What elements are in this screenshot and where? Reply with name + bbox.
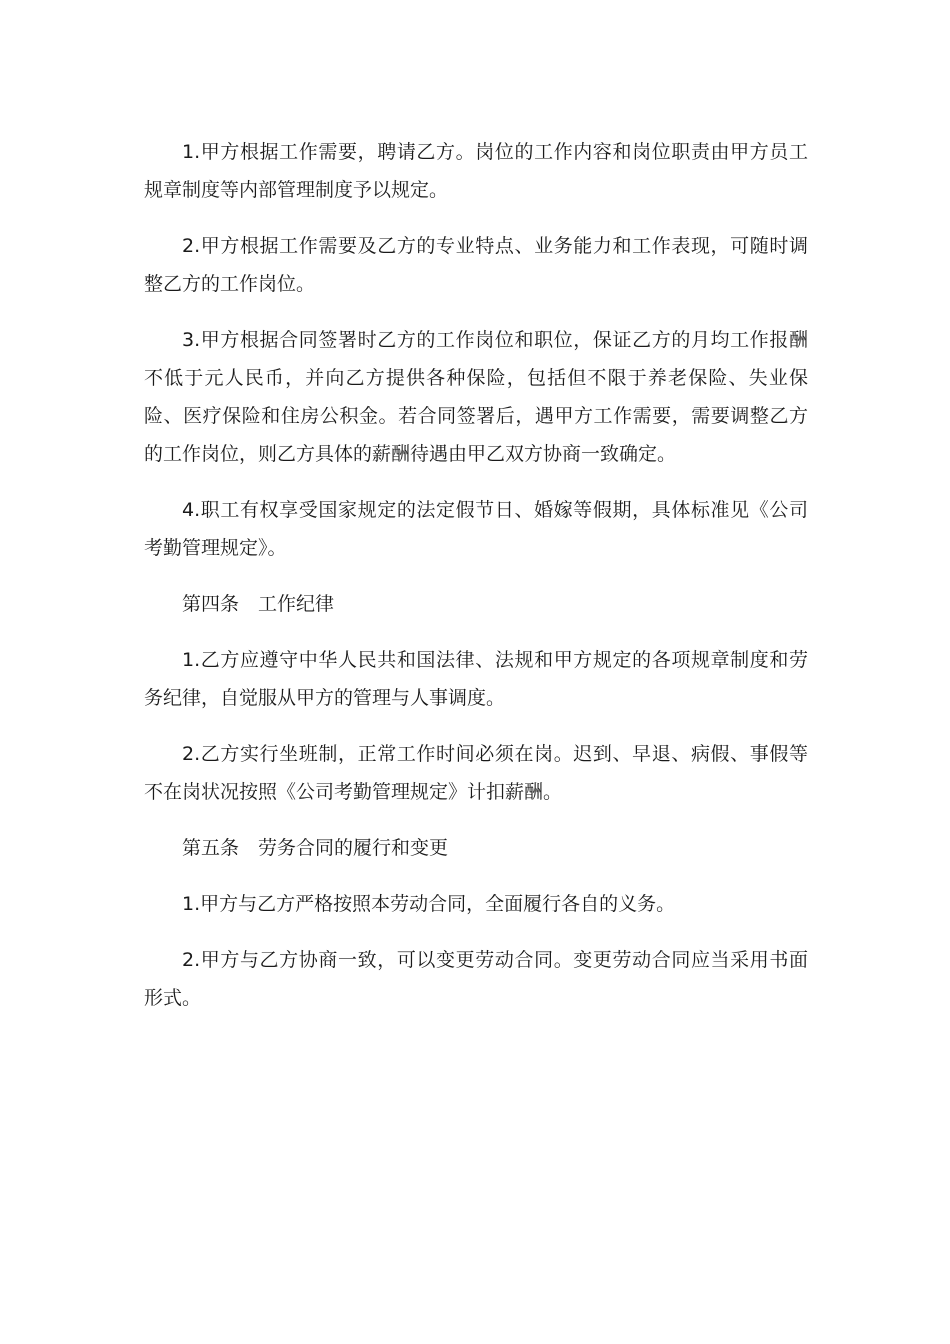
clause-paragraph: 1.乙方应遵守中华人民共和国法律、法规和甲方规定的各项规章制度和劳务纪律，自觉服从甲方的管理与人事调度。: [144, 649, 808, 709]
clause-paragraph: 3.甲方根据合同签署时乙方的工作岗位和职位，保证乙方的月均工作报酬不低于元人民币，并向乙方提供各种保险，包括但不限于养老保险、失业保险、医疗保险和住房公积金。若合同签署后，遇甲方工作需要，需要调整乙方的工作岗位，则乙方具体的薪酬待遇由甲乙双方协商一致确定。: [144, 329, 808, 465]
clause-paragraph: 2.甲方与乙方协商一致，可以变更劳动合同。变更劳动合同应当采用书面形式。: [144, 949, 808, 1009]
article-heading: 第五条 劳务合同的履行和变更: [182, 837, 449, 859]
clause-paragraph: 4.职工有权享受国家规定的法定假节日、婚嫁等假期，具体标准见《公司考勤管理规定》。: [144, 499, 808, 559]
article-heading: 第四条 工作纪律: [182, 593, 335, 615]
document-body: [144, 133, 808, 1035]
clause-paragraph: 1.甲方根据工作需要，聘请乙方。岗位的工作内容和岗位职责由甲方员工规章制度等内部管理制度予以规定。: [144, 141, 808, 201]
clause-paragraph: 2.甲方根据工作需要及乙方的专业特点、业务能力和工作表现，可随时调整乙方的工作岗位。: [144, 235, 808, 295]
clause-paragraph: 2.乙方实行坐班制，正常工作时间必须在岗。迟到、早退、病假、事假等不在岗状况按照《公司考勤管理规定》计扣薪酬。: [144, 743, 808, 803]
clause-paragraph: 1.甲方与乙方严格按照本劳动合同，全面履行各自的义务。: [182, 893, 676, 915]
